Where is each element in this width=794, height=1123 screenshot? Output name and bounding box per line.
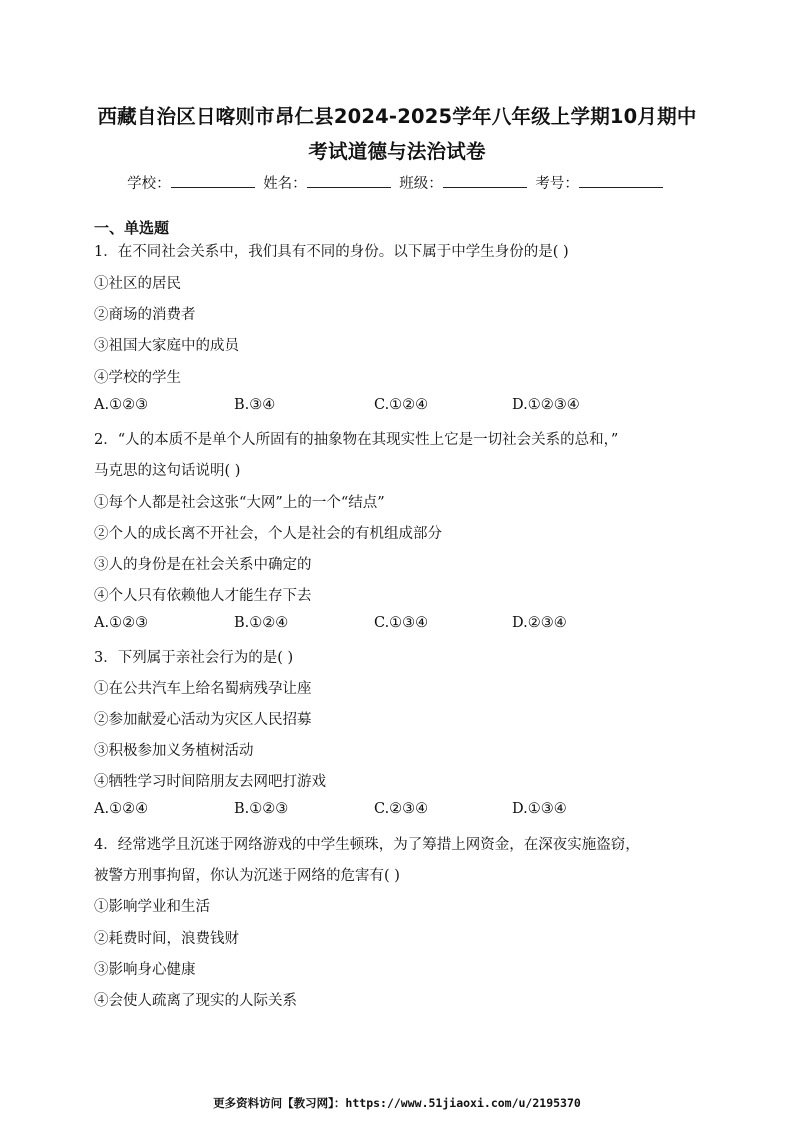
question-item: ②个人的成长离不开社会，个人是社会的有机组成部分 — [94, 526, 442, 542]
school-label: 学校： — [127, 176, 171, 192]
school-blank[interactable] — [171, 173, 255, 188]
question-item: ①在公共汽车上给名蜀病残孕让座 — [94, 681, 312, 697]
question-item: ③人的身份是在社会关系中确定的 — [94, 557, 312, 573]
option-b[interactable]: B.①②③ — [234, 801, 289, 817]
question-stem: 4．经常逃学且沉迷于网络游戏的中学生顿珠，为了筹措上网资金，在深夜实施盗窃， — [94, 837, 640, 853]
exam-title-line-2: 考试道德与法治试卷 — [308, 140, 486, 163]
question-item: ②耗费时间，浪费钱财 — [94, 931, 239, 947]
question-stem: 3．下列属于亲社会行为的是( ) — [94, 650, 294, 666]
option-b[interactable]: B.③④ — [234, 397, 276, 413]
question-item: ②参加献爱心活动为灾区人民招募 — [94, 712, 312, 728]
question-item: ④会使人疏离了现实的人际关系 — [94, 993, 297, 1009]
question-item: ④学校的学生 — [94, 370, 181, 386]
question-item: ②商场的消费者 — [94, 307, 196, 323]
question-stem: 马克思的这句话说明( ) — [94, 463, 241, 479]
question-item: ①每个人都是社会这张“大网”上的一个“结点” — [94, 495, 385, 511]
question-item: ①影响学业和生活 — [94, 899, 210, 915]
number-blank[interactable] — [579, 173, 663, 188]
footer-link[interactable]: 更多资料访问【教习网】：https://www.51jiaoxi.com/u/2195370 — [213, 1096, 581, 1110]
question-stem: 被警方刑事拘留，你认为沉迷于网络的危害有( ) — [94, 868, 400, 884]
name-label: 姓名： — [263, 176, 307, 192]
question-item: ③积极参加义务植树活动 — [94, 743, 254, 759]
option-c[interactable]: C.①③④ — [374, 615, 429, 631]
question-item: ④牺牲学习时间陪朋友去网吧打游戏 — [94, 774, 326, 790]
question-stem: 2．“人的本质不是单个人所固有的抽象物在其现实性上它是一切社会关系的总和，” — [94, 432, 619, 448]
question-item: ④个人只有依赖他人才能生存下去 — [94, 588, 312, 604]
name-blank[interactable] — [307, 173, 391, 188]
option-a[interactable]: A.①②③ — [94, 397, 149, 413]
question-item: ③影响身心健康 — [94, 962, 196, 978]
exam-title-line-1: 西藏自治区日喀则市昂仁县2024-2025学年八年级上学期10月期中 — [97, 105, 697, 128]
option-c[interactable]: C.①②④ — [374, 397, 429, 413]
option-d[interactable]: D.②③④ — [512, 615, 567, 631]
option-b[interactable]: B.①②④ — [234, 615, 289, 631]
option-a[interactable]: A.①②④ — [94, 801, 149, 817]
option-c[interactable]: C.②③④ — [374, 801, 429, 817]
option-a[interactable]: A.①②③ — [94, 615, 149, 631]
number-label: 考号： — [535, 176, 579, 192]
class-label: 班级： — [399, 176, 443, 192]
student-info-row — [0, 172, 794, 193]
option-d[interactable]: D.①②③④ — [512, 397, 580, 413]
section-heading: 一、单选题 — [94, 219, 170, 237]
class-blank[interactable] — [443, 173, 527, 188]
question-item: ③祖国大家庭中的成员 — [94, 338, 239, 354]
question-stem: 1．在不同社会关系中，我们具有不同的身份。以下属于中学生身份的是( ) — [94, 244, 569, 260]
option-d[interactable]: D.①③④ — [512, 801, 567, 817]
question-item: ①社区的居民 — [94, 276, 181, 292]
